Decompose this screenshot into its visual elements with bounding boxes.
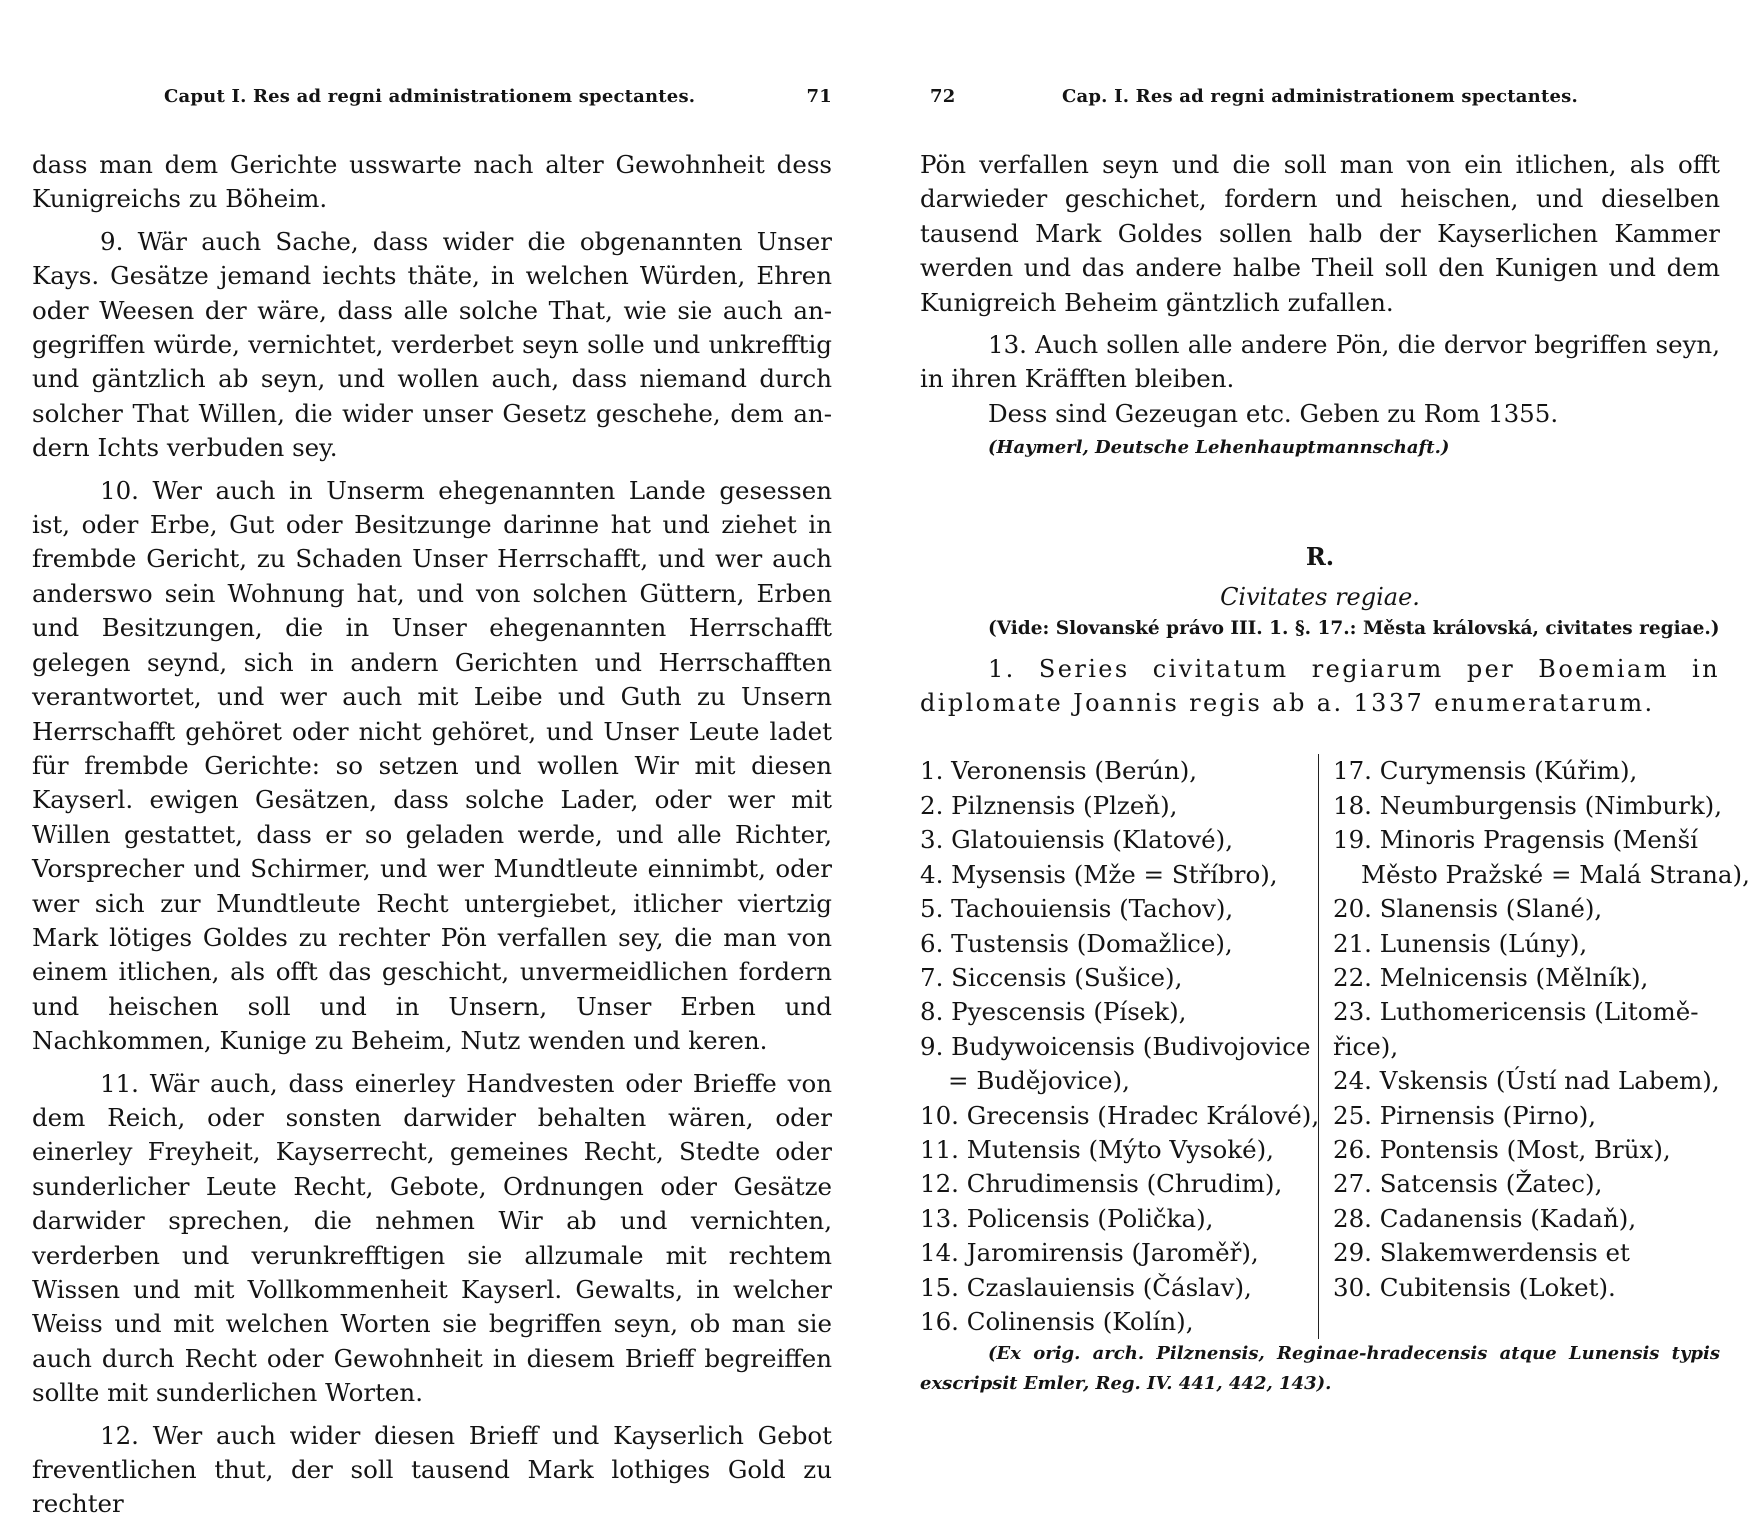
list-item: 9. Budywoicensis (Budivojovice: [920, 1031, 1311, 1061]
list-item: 27. Satcensis (Žatec),: [1333, 1169, 1603, 1199]
source-note: (Haymerl, Deutsche Lehenhauptmannschaft.): [988, 437, 1450, 459]
list-item: 16. Colinensis (Kolín),: [920, 1306, 1194, 1336]
right-page-body: [920, 148, 1750, 1407]
vide-note: (Vide: Slovanské právo III. 1. §. 17.: Města královská, civitates regiae.): [988, 618, 1720, 640]
series-heading: 1. Series civitatum regiarum per Boemiam in diplomate Joannis regis ab a. 1337 enumeratarum.: [920, 655, 1720, 718]
list-item: 7. Siccensis (Sušice),: [920, 962, 1183, 992]
paragraph-9: 9. Wär auch Sache, dass wider die obgenannten Unser Kays. Gesätze jemand iechts thäte, in welchen Würden, Ehren oder Weesen der wäre, dass alle solche That, wie sie auch angegriffen würde, vernichtet, verderbet seyn solle und unkrefftig und gäntzlich ab seyn, und wollen auch, dass niemand durch solcher That Willen, die wider unser Gesetz geschehe, dem andern Ichts verbuden sey.: [32, 226, 832, 463]
witness-line: Dess sind Gezeugan etc. Geben zu Rom 1355.: [988, 398, 1559, 428]
list-item: 17. Curymensis (Kúřim),: [1333, 756, 1638, 786]
list-item: 13. Policensis (Polička),: [920, 1203, 1214, 1233]
paragraph: dass man dem Gerichte usswarte nach alter Gewohnheit dess Kunigreichs zu Böheim.: [32, 150, 832, 214]
list-item: 28. Cadanensis (Kadaň),: [1333, 1203, 1637, 1233]
paragraph-10: 10. Wer auch in Unserm ehegenannten Lande gesessen ist, oder Erbe, Gut oder Besitzunge darinne hat und ziehet in frembde Gericht, zu Schaden Unser Herrschafft, und wer auch anderswo sein Wohnung hat, und von solchen Güttern, Erben und Besitzungen, die in Unser ehegenannten Herrschafft gelegen seynd, sich in andern Gerichten und Herrschafften verantwortet, und wer auch mit Leibe und Guth zu Unsern Herrschafft gehöret oder nicht gehöret, und Unser Leute ladet für frembde Gerichte: so setzen und wollen Wir mit diesen Kayserl. ewigen Gesätzen, dass solche Lader, oder wer mit Willen gestattet, dass er so geladen werde, und alle Richter, Vorsprecher und Schirmer, und wer Mundtleute einnimbt, oder wer sich zur Mundtleute Recht untergiebet, itlicher viertzig Mark lötiges Goldes zu rechter Pön verfallen sey, die man von einem itlichen, als offt das geschicht, unvermeidlichen fordern und heischen soll und in Unsern, Unser Erben und Nachkommen, Kunige zu Beheim, Nutz wenden und keren.: [32, 475, 832, 1056]
list-item: 8. Pyescensis (Písek),: [920, 997, 1187, 1027]
list-item: 1. Veronensis (Berún),: [920, 756, 1198, 786]
list-item: 3. Glatouiensis (Klatové),: [920, 825, 1234, 855]
left-page: [32, 0, 832, 1519]
list-item: 30. Cubitensis (Loket).: [1333, 1272, 1616, 1302]
list-item: 21. Lunensis (Lúny),: [1333, 928, 1588, 958]
list-item: 29. Slakemwerdensis et: [1333, 1238, 1630, 1268]
city-list: [920, 754, 1750, 1339]
city-list-left-column: [920, 754, 1319, 1339]
right-running-head-title: Cap. I. Res ad regni administrationem spectantes.: [1062, 86, 1578, 107]
list-item: 26. Pontensis (Most, Brüx),: [1333, 1134, 1671, 1164]
list-item: 18. Neumburgensis (Nimburk),: [1333, 790, 1723, 820]
list-item: 11. Mutensis (Mýto Vysoké),: [920, 1134, 1274, 1164]
city-list-right-column: [1319, 754, 1750, 1339]
paragraph-12: 12. Wer auch wider diesen Brieff und Kayserlich Gebot freventlichen thut, der soll tausend Mark lothiges Gold zu rechter: [32, 1420, 832, 1519]
list-item: 15. Czaslauiensis (Čáslav),: [920, 1272, 1252, 1302]
list-item: 2. Pilznensis (Plzeň),: [920, 790, 1178, 820]
list-item: 23. Luthomericensis (Litomě-: [1333, 997, 1699, 1027]
list-item: 19. Minoris Pragensis (Menší: [1333, 825, 1698, 855]
list-item: 10. Grecensis (Hradec Králové),: [920, 1100, 1320, 1130]
list-item: 4. Mysensis (Mže = Stříbro),: [920, 859, 1278, 889]
list-item-continuation: = Budějovice),: [948, 1066, 1130, 1096]
paragraph-13: 13. Auch sollen alle andere Pön, die dervor begriffen seyn, in ihren Kräfften bleiben.: [920, 330, 1720, 394]
left-page-body: [32, 148, 832, 1530]
list-item-continuation: řice),: [1333, 1031, 1399, 1061]
paragraph: Pön verfallen seyn und die soll man von ein itlichen, als offt darwieder geschichet, fordern und heischen, und dieselben tausend Mark Goldes sollen halb der Kayserlichen Kammer werden und das andere halbe Theil soll den Kunigen und dem Kunigreich Beheim gäntzlich zufallen.: [920, 150, 1720, 317]
list-item: 22. Melnicensis (Mělník),: [1333, 962, 1649, 992]
list-item: 5. Tachouiensis (Tachov),: [920, 894, 1234, 924]
list-item-continuation: Město Pražské = Malá Strana),: [1361, 859, 1750, 889]
list-item: 20. Slanensis (Slané),: [1333, 894, 1603, 924]
left-page-number: 71: [806, 86, 832, 107]
section-letter: R.: [1305, 541, 1335, 571]
list-item: 12. Chrudimensis (Chrudim),: [920, 1169, 1283, 1199]
left-running-head-title: Caput I. Res ad regni administrationem spectantes.: [164, 86, 696, 107]
section-title: Civitates regiae.: [1220, 583, 1420, 612]
right-page-number: 72: [930, 86, 956, 107]
paragraph-11: 11. Wär auch, dass einerley Handvesten oder Brieffe von dem Reich, oder sonsten darwider behalten wären, oder einerley Freyheit, Kayserrecht, gemeines Recht, Stedte oder sunderlicher Leute Recht, Gebote, Ordnungen oder Gesätze darwider sprechen, die nehmen Wir ab und vernichten, verderben und verunkrefftigen sie allzumale mit rechtem Wissen und mit Vollkommenheit Kayserl. Gewalts, in welcher Weiss und mit welchen Worten sie begriffen seyn, ob man sie auch durch Recht oder Gewohnheit in diesem Brieff begreiffen sollte mit sunderlichen Worten.: [32, 1068, 832, 1408]
right-page: [920, 0, 1750, 1500]
closing-source-note: (Ex orig. arch. Pilznensis, Reginae-hradecensis atque Lunensis typis exscripsit Emler, Reg. IV. 441, 442, 143).: [920, 1343, 1720, 1395]
list-item: 25. Pirnensis (Pirno),: [1333, 1100, 1597, 1130]
list-item: 24. Vskensis (Ústí nad Labem),: [1333, 1066, 1720, 1096]
list-item: 6. Tustensis (Domažlice),: [920, 928, 1233, 958]
list-item: 14. Jaromirensis (Jaroměř),: [920, 1238, 1259, 1268]
